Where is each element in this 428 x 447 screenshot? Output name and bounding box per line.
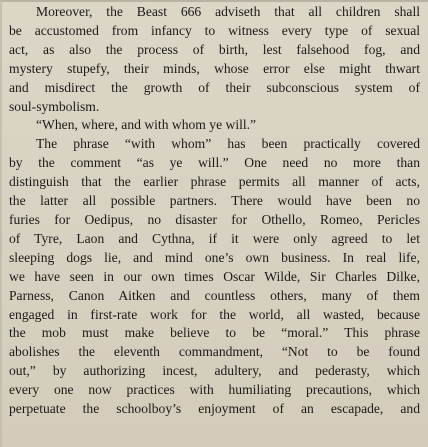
text-line: act, as also the process of birth, lest falsehood fog, and	[9, 41, 420, 57]
text-line: of Tyre, Laon and Cythna, if it were only agreed to let	[9, 230, 420, 246]
text-line: the latter all possible partners. There would have been no	[9, 193, 420, 209]
text-line: The phrase “with whom” has been practically covered	[36, 136, 420, 152]
text-line: soul-symbolism.	[9, 98, 100, 114]
text-line: Moreover, the Beast 666 adviseth that all children shall	[36, 4, 420, 19]
text-line: perpetuate the schoolboy’s enjoyment of an escapade, and	[9, 401, 420, 417]
text-line: “When, where, and with whom ye will.”	[36, 117, 257, 133]
text-line: furies for Oedipus, no disaster for Othello, Romeo, Pericles	[9, 211, 420, 227]
text-line: mystery stupefy, their minds, whose error else might thwart	[9, 60, 420, 76]
paragraph-quoted-phrase	[9, 116, 420, 135]
paragraph-with-whom	[9, 135, 420, 419]
text-line: abolishes the eleventh commandment, “Not to be found	[9, 344, 420, 360]
text-line: Parness, Canon Aitken and countless others, many of them	[9, 287, 420, 303]
text-line: distinguish that the earlier phrase permits all manner of acts,	[9, 174, 420, 190]
text-line: sleeping dogs lie, and mind one’s own business. In real life,	[9, 249, 420, 265]
text-line: the mob must make believe to be “moral.” This phrase	[9, 325, 420, 341]
text-line: we have seen in our own times Oscar Wilde, Sir Charles Dilke,	[9, 268, 420, 284]
text-line: and misdirect the growth of their subconscious system of	[9, 79, 420, 95]
text-line: out,” by authorizing incest, adultery, and pederasty, which	[9, 363, 420, 379]
text-line: every one now practices with humiliating precautions, which	[9, 382, 420, 398]
text-line: be accustomed from infancy to witness every type of sexual	[9, 22, 420, 38]
paragraph-children-witness	[9, 3, 420, 116]
text-line: engaged in first-rate work for the world, all wasted, because	[9, 306, 420, 322]
text-line: by the comment “as ye will.” One need no more than	[9, 155, 420, 171]
